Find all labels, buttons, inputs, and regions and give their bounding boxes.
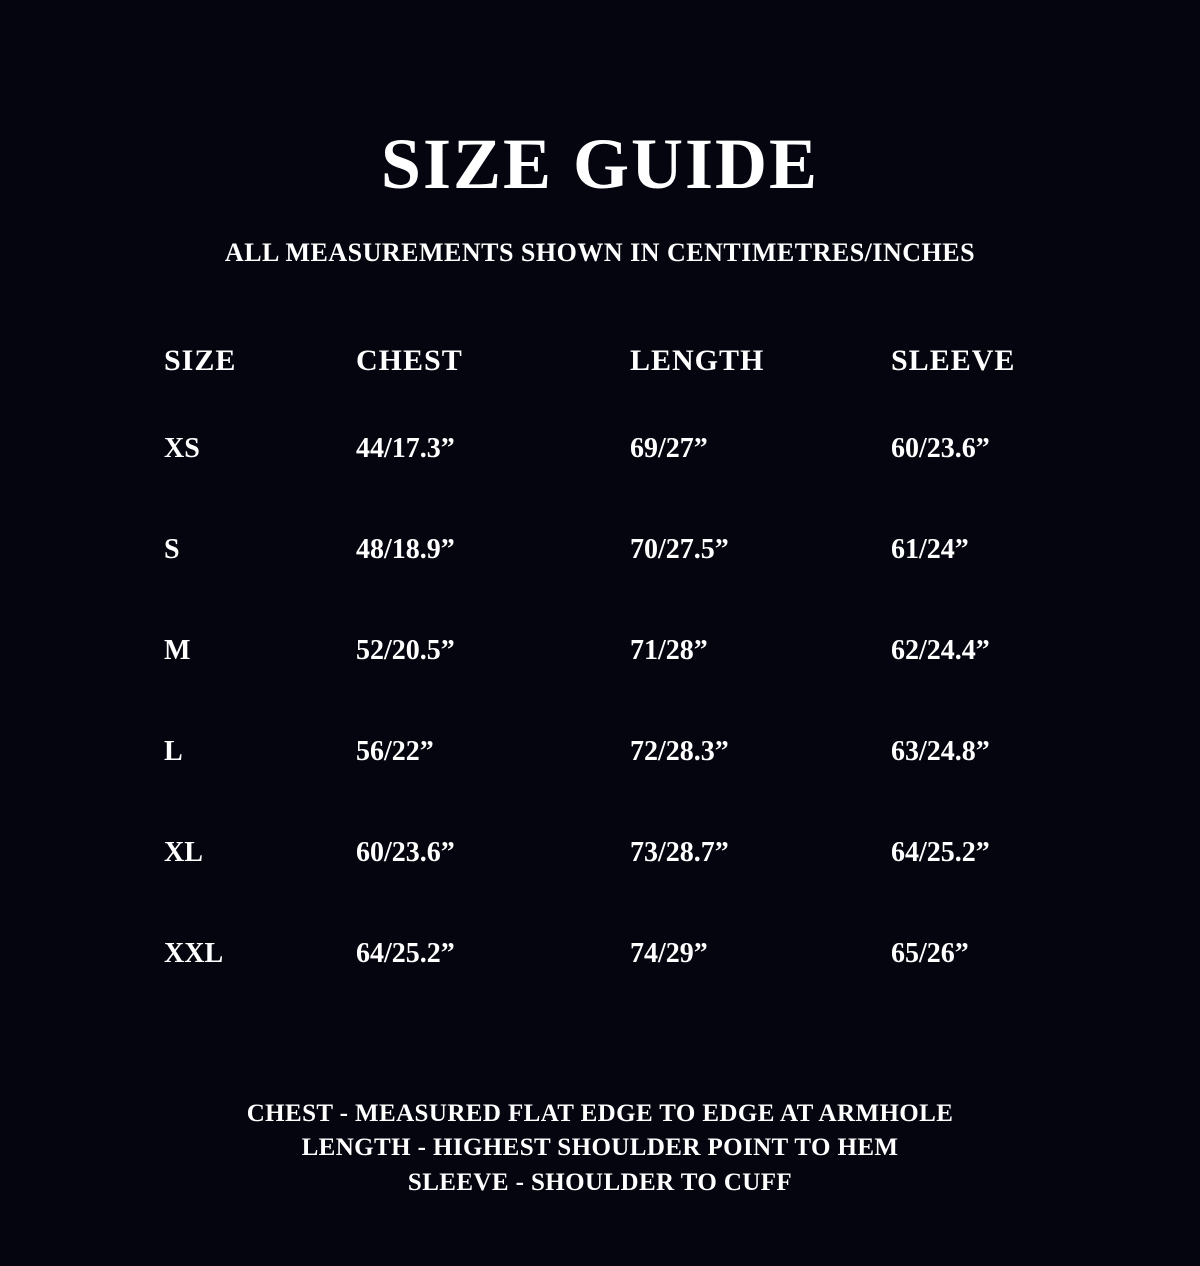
cell-size: XS (164, 432, 200, 464)
table-row (160, 600, 1080, 701)
table-row (160, 903, 1080, 1004)
column-header-sleeve: SLEEVE (891, 344, 1016, 377)
table-body (160, 398, 1080, 1004)
cell-sleeve: 63/24.8” (891, 735, 990, 767)
cell-length: 70/27.5” (630, 533, 729, 565)
table-row (160, 499, 1080, 600)
cell-sleeve: 64/25.2” (891, 836, 990, 868)
cell-length: 71/28” (630, 634, 708, 666)
cell-length: 73/28.7” (630, 836, 729, 868)
cell-sleeve: 60/23.6” (891, 432, 990, 464)
note-length: LENGTH - HIGHEST SHOULDER POINT TO HEM (301, 1134, 899, 1161)
cell-length: 69/27” (630, 432, 708, 464)
note-chest: CHEST - MEASURED FLAT EDGE TO EDGE AT ARMHOLE (246, 1099, 954, 1127)
cell-length: 74/29” (630, 937, 708, 969)
cell-length: 72/28.3” (630, 735, 729, 767)
cell-chest: 48/18.9” (356, 533, 455, 565)
column-header-length: LENGTH (630, 344, 765, 377)
cell-sleeve: 61/24” (891, 533, 969, 565)
table-row (160, 802, 1080, 903)
page-title: SIZE GUIDE (380, 124, 820, 204)
table-head (160, 330, 1080, 398)
cell-sleeve: 65/26” (891, 937, 969, 969)
note-sleeve: SLEEVE - SHOULDER TO CUFF (407, 1168, 793, 1196)
cell-size: XL (164, 836, 203, 868)
table-row (160, 701, 1080, 802)
cell-size: M (164, 634, 191, 666)
column-header-size: SIZE (164, 344, 237, 377)
cell-chest: 52/20.5” (356, 634, 455, 666)
cell-sleeve: 62/24.4” (891, 634, 990, 666)
column-header-chest: CHEST (356, 344, 463, 377)
size-table-wrapper (160, 330, 1040, 1004)
measurement-notes (0, 1097, 1200, 1201)
cell-chest: 64/25.2” (356, 937, 455, 969)
cell-size: L (164, 735, 183, 767)
page-subtitle: ALL MEASUREMENTS SHOWN IN CENTIMETRES/INCHES (224, 238, 976, 267)
size-table (160, 330, 1080, 1004)
cell-chest: 56/22” (356, 735, 434, 767)
cell-chest: 60/23.6” (356, 836, 455, 868)
cell-chest: 44/17.3” (356, 432, 455, 464)
cell-size: S (164, 533, 180, 565)
table-row (160, 398, 1080, 499)
cell-size: XXL (164, 937, 224, 969)
table-header-row (160, 330, 1080, 398)
